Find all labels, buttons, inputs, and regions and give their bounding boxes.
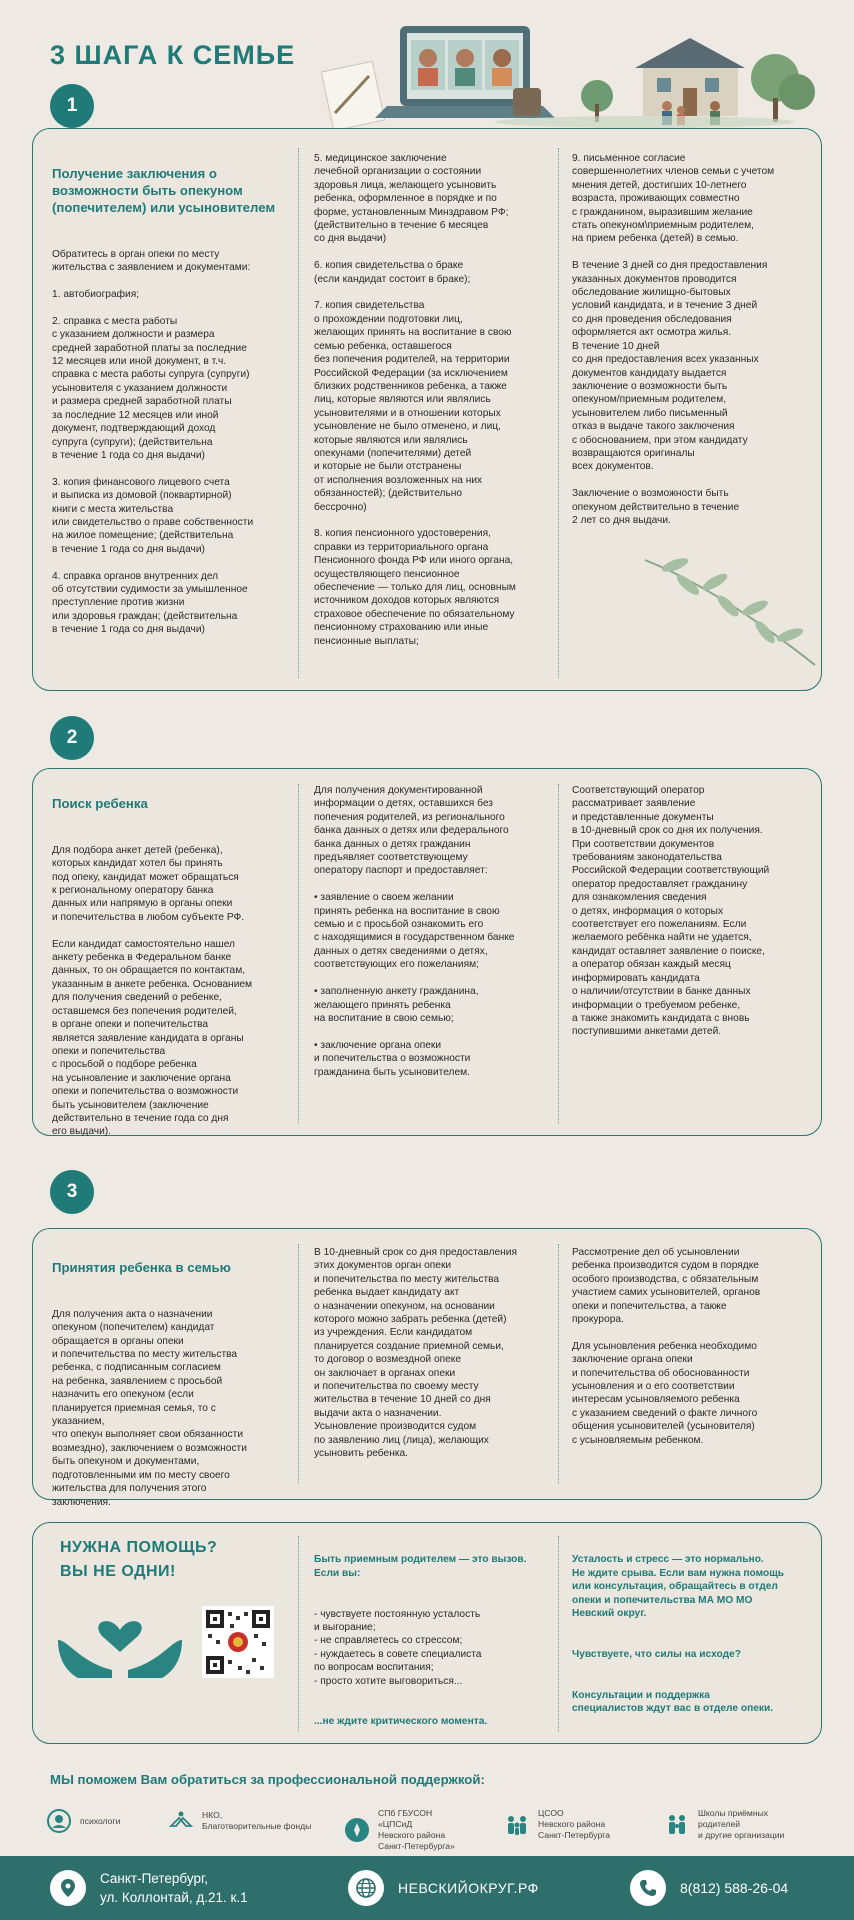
location-pin-icon	[50, 1870, 86, 1906]
step-2-text-1: Для подбора анкет детей (ребенка), которых кандидат хотел бы принять под опеку, кандидат может обращаться к региональному оператору банка данных или напрямую в органы опеки и попечительства в любом субъекте РФ. Если кандидат самостоятельно нашел анкету ребенка в Федеральном банке данных, то он обращается по контактам, указанным в анкете ребенка. Основанием для получения сведений о ребенке, оставшемся без попечения родителей, в органе опеки и попечительства является заявление кандидата в органы опеки и попечительства с просьбой о подборе ребенка на усыновление и заключение органа опеки и попечительства о возможности быть усыновителем (заключение действительно в течение года со дня его выдачи).	[52, 844, 253, 1138]
psychology-icon	[46, 1808, 72, 1834]
support-label: ЦСОО Невского района Санкт-Петербурга	[538, 1808, 610, 1840]
support-label: психологи	[80, 1815, 121, 1826]
step-3-number: 3	[50, 1170, 94, 1214]
step-1-column-3: 9. письменное согласие совершеннолетних членов семьи с учетом мнения детей, достигших 10-летнего возраста, проживающих совместно с гражданином, выразившим желание стать опекуном\приемным родителем, на прием ребенка (детей) в семью. В течение 3 дней со дня предоставления указанных документов проводится обследование жилищно-бытовых условий кандидата, и в течение 3 дней со дня проведения обследования оформляется акт осмотра жилья. В течение 10 дней со дня предоставления всех указанных документов кандидату выдается заключение о возможности быть опекуном/приемным родителем, усыновителем либо письменный отказ в выдаче такого заключения с обоснованием, при этом кандидату возвращаются оригиналы всех документов. Заключение о возможности быть опекуном действительно в течение 2 лет со дня выдачи.	[572, 153, 775, 526]
support-item-psychologists	[46, 1808, 120, 1834]
help-list: - чувствуете постоянную усталость и выгорание; - не справляетесь со стрессом; - нуждаетесь в совете специалиста по вопросам воспитания; - просто хотите выговориться...	[314, 1608, 482, 1687]
support-item-csoo	[504, 1808, 610, 1841]
divider	[558, 1244, 559, 1484]
divider	[558, 784, 559, 1124]
footer-phone[interactable]	[630, 1856, 788, 1920]
help-tail: ...не ждите критического момента.	[314, 1716, 488, 1728]
step-3-column-2: В 10-дневный срок со дня предоставления этих документов орган опеки и попечительства по месту жительства ребенка выдает кандидату акт о назначении опекуном, на основании которого можно забрать ребенка (детей) из учреждения. Если кандидатом планируется создание приемной семьи, то договор о возмездной опеке он заключает в органах опеки и попечительства по своему месту жительства в течение 10 дней со дня выдачи акта о назначении. Усыновление производится судом по заявлению лиц (лица), желающих усыновить ребенка.	[314, 1247, 517, 1460]
help-column-2	[314, 1540, 552, 1742]
help-text-3: Консультации и поддержка специалистов ждут вас в отделе опеки.	[572, 1689, 774, 1715]
leaf-branch-illustration	[640, 540, 820, 670]
divider	[298, 148, 299, 678]
phone-number[interactable]: 8(812) 588-26-04	[680, 1880, 789, 1896]
emblem-icon	[344, 1817, 370, 1843]
support-label: Школы приёмных родителей и другие организации	[698, 1808, 785, 1840]
heart-hands-icon	[50, 1600, 190, 1680]
step-1-text-1: Обратитесь в орган опеки по месту жительства с заявлением и документами: 1. автобиография; 2. справка с места работы с указанием должности и размера средней заработной платы за последние 12 месяцев или иной документ, в т.ч. справка с места работы супруга (супруги) усыновителя с указанием должности и размера средней заработной платы за последние 12 месяцев или иной документ, подтверждающий доход супруга (супруги); (действительна в течение 1 года со дня выдачи) 3. копия финансового лицевого счета и выписка из домовой (поквартирной) книги с места жительства или свидетельство о праве собственности на жилое помещение; (действительна в течение 1 года со дня выдачи) 4. справка органов внутренних дел об отсутствии судимости за умышленное преступление против жизни или здоровья граждан; (действительна в течение 1 года со дня выдачи)	[52, 248, 254, 636]
support-label: НКО, Благотворительные фонды	[202, 1810, 312, 1831]
step-1-heading: Получение заключения о возможности быть опекуном (попечителем) или усыновителем	[52, 166, 276, 216]
divider	[558, 1536, 559, 1732]
header-illustration	[305, 18, 825, 130]
qr-code-icon[interactable]	[202, 1606, 274, 1678]
step-3-text-1: Для получения акта о назначении опекуном (попечителем) кандидат обращается в органы опеки и попечительства по месту жительства ребенка, с подписанным согласием на ребенка, заявлением с просьбой назначить его опекуном (если планируется приемная семья, то с указанием, что опекун выполняет свои обязанности возмездно), заключением о возможности быть опекуном и документами, подготовленными им по месту своего жительства для получения этого заключения.	[52, 1308, 247, 1508]
help-intro: Быть приемным родителем — это вызов. Если вы:	[314, 1554, 527, 1579]
divider	[298, 1536, 299, 1732]
school-icon	[664, 1812, 690, 1838]
step-2-column-3: Соответствующий оператор рассматривает заявление и представленные документы в 10-дневный срок со дня их получения. При соответствии документов требованиям законодательства Российской Федерации соответствующий оператор предоставляет гражданину для ознакомления сведения о детях, информация о которых соответствует его пожеланиям. Если желаемого ребёнка найти не удается, кандидат оставляет заявление о поиске, а оператор обязан каждый месяц информировать кандидата о наличии/отсутствии в банке данных информации о требуемом ребенке, а также знакомить кандидата с вновь поступившими анкетами детей.	[572, 785, 770, 1038]
globe-icon	[348, 1870, 384, 1906]
help-title-line-2: ВЫ НЕ ОДНИ!	[60, 1563, 176, 1580]
step-3-column-3: Рассмотрение дел об усыновлении ребенка производится судом в порядке особого производства, с обязательным участием самих усыновителей, органов опеки и попечительства, а также прокурора. Для усыновления ребенка необходимо заключение органа опеки и попечительства об обоснованности усыновления и о его соответствии интересам усыновляемого ребенка с указанием сведений о факте личного общения усыновителей (усыновителя) с усыновляемым ребенком.	[572, 1247, 761, 1446]
support-title: МЫ поможем Вам обратиться за профессиональной поддержкой:	[50, 1772, 485, 1787]
footer-address	[50, 1856, 248, 1920]
family-icon	[504, 1812, 530, 1838]
phone-icon	[630, 1870, 666, 1906]
help-text-1: Усталость и стресс — это нормально. Не ждите срыва. Если вам нужна помощь или консультация, обращайтесь в отдел опеки и попечительства МА МО МО Невский округ.	[572, 1554, 785, 1620]
step-1-column-1	[52, 152, 282, 650]
step-3-column-1	[52, 1246, 282, 1522]
help-title	[60, 1536, 217, 1584]
help-text-2: Чувствуете, что силы на исходе?	[572, 1648, 741, 1660]
divider	[558, 148, 559, 678]
step-2-heading: Поиск ребенка	[52, 796, 148, 812]
page-title: 3 ШАГА К СЕМЬЕ	[50, 40, 296, 70]
help-column-3	[572, 1540, 812, 1729]
footer-website[interactable]	[348, 1856, 539, 1920]
hands-icon	[168, 1808, 194, 1834]
address-text: Санкт-Петербург, ул. Коллонтай, д.21. к.1	[100, 1871, 248, 1905]
footer	[0, 1856, 854, 1920]
step-2-column-2: Для получения документированной информации о детях, оставшихся без попечения родителей, из регионального банка данных о детях или федерального банка данных о детях гражданин предъявляет соответствующему оператору паспорт и предоставляет: • заявление о своем желании принять ребенка на воспитание в свою семью и с просьбой ознакомить его с находящимися в государственном банке данных о детях сведениями о детях, соответствующих его пожеланиям; • заполненную анкету гражданина, желающего принять ребенка на воспитание в свою семью; • заключение органа опеки и попечительства о возможности гражданина быть усыновителем.	[314, 785, 515, 1078]
website-link[interactable]: НЕВСКИЙОКРУГ.РФ	[398, 1880, 539, 1896]
support-item-schools	[664, 1808, 784, 1841]
step-2-column-1	[52, 782, 282, 1152]
divider	[298, 1244, 299, 1484]
support-label: СПб ГБУСОН «ЦПСиД Невского района Санкт-Петербурга»	[378, 1808, 455, 1851]
step-1-number: 1	[50, 84, 94, 128]
help-title-line-1: НУЖНА ПОМОЩЬ?	[60, 1539, 218, 1556]
support-item-nko	[168, 1808, 311, 1834]
step-2-number: 2	[50, 716, 94, 760]
step-1-column-2: 5. медицинское заключение лечебной организации о состоянии здоровья лица, желающего усыновить ребенка, оформленное в порядке и по форме, установленным Минздравом РФ; (действительно в течение 6 месяцев со дня выдачи) 6. копия свидетельства о браке (если кандидат состоит в браке); 7. копия свидетельства о прохождении подготовки лиц, желающих принять на воспитание в свою семью ребенка, оставшегося без попечения родителей, на территории Российской Федерации (за исключением близких родственников ребенка, а также лиц, которые являются или являлись усыновителями и в отношении которых усыновление не было отменено, и лиц, которые являются или являлись опекунами (попечителями) детей и которые не были отстранены от исполнения возложенных на них обязанностей); (действительно бессрочно) 8. копия пенсионного удостоверения, справки из территориального органа Пенсионного фонда РФ или иного органа, осуществляющего пенсионное обеспечение — только для лиц, основным источником доходов которых являются страховое обеспечение по обязательному пенсионному страхованию или иные пенсионные выплаты;	[314, 153, 516, 647]
step-3-heading: Принятия ребенка в семью	[52, 1260, 231, 1276]
divider	[298, 784, 299, 1124]
support-item-cpsid	[344, 1808, 455, 1852]
